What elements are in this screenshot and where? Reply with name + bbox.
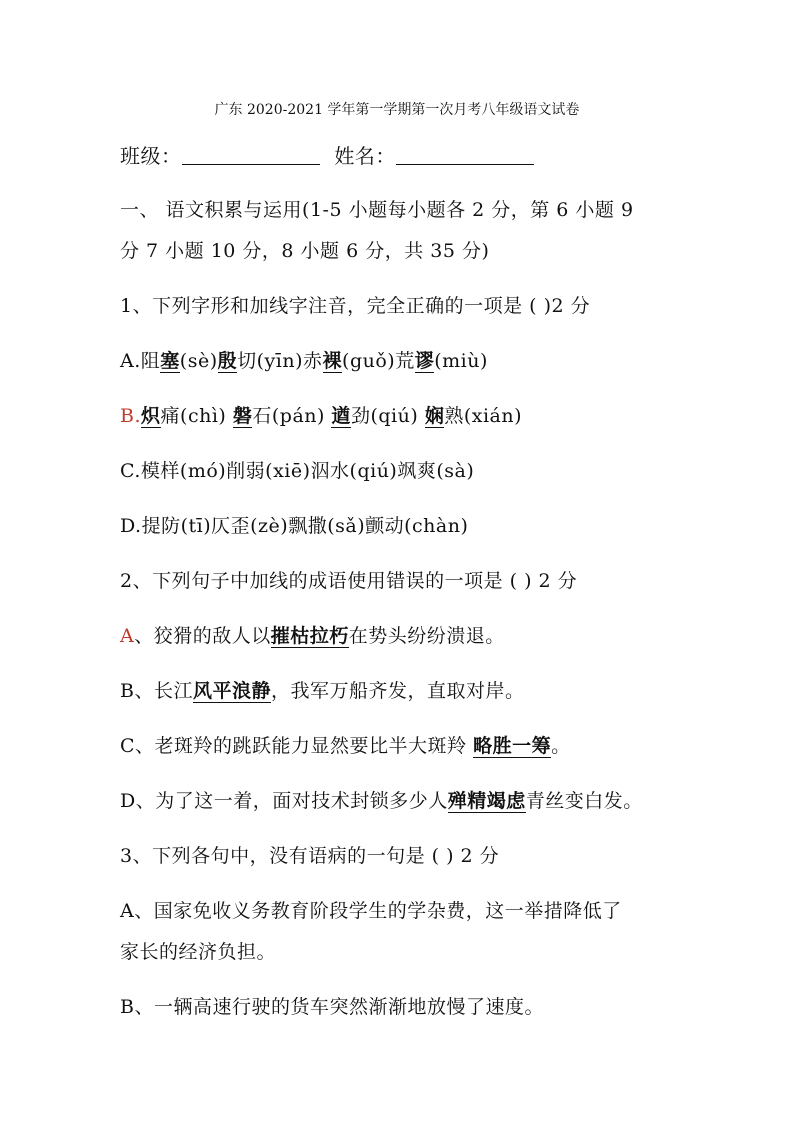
q2-c-text: C、老斑羚的跳跃能力显然要比半大斑羚 [120, 735, 474, 757]
q1-a-text: (miù) [434, 350, 488, 372]
q1-a-text: 阻 [140, 350, 161, 372]
q2-c-idiom: 略胜一筹 [473, 735, 552, 757]
q1-b-marked-char: 炽 [141, 405, 161, 427]
section1-heading-line2: 分 7 小题 10 分，8 小题 6 分，共 35 分) [120, 240, 490, 262]
name-label: 姓名： [334, 144, 396, 168]
q3-option-a-line1: A、国家免收义务教育阶段学生的学杂费，这一举措降低了 [120, 900, 622, 922]
q1-a-text: 切(yīn)赤 [237, 350, 323, 372]
q2-a-text: 在势头纷纷溃退。 [348, 625, 505, 647]
q2-a-letter-answer: A [120, 625, 135, 647]
q2-option-d [120, 792, 643, 811]
q2-a-idiom: 摧枯拉朽 [270, 625, 349, 647]
q3-option-b: B、一辆高速行驶的货车突然渐渐地放慢了速度。 [120, 996, 544, 1018]
q2-d-idiom: 殚精竭虑 [447, 790, 526, 812]
q1-a-text: (sè) [179, 350, 218, 372]
q2-d-text: 青丝变白发。 [525, 790, 643, 812]
q1-b-marked-char: 娴 [424, 405, 445, 427]
q1-b-text: 熟(xián) [444, 405, 523, 427]
q3-stem: 3、下列各句中，没有语病的一句是 ( ) 2 分 [120, 845, 500, 867]
q1-a-marked-char: 塞 [160, 350, 180, 372]
q2-a-text: 、狡猾的敌人以 [134, 625, 271, 647]
q2-c-text: 。 [551, 735, 571, 757]
class-blank [182, 146, 320, 165]
q1-option-b [120, 407, 522, 426]
q3-option-a-line2: 家长的经济负担。 [120, 941, 277, 963]
q1-b-text: 痛(chì) [160, 405, 233, 427]
q1-a-marked-char: 裸 [322, 350, 343, 372]
q1-b-text: 石(pán) [252, 405, 332, 427]
q2-b-text: ，我军万船齐发，直取对岸。 [270, 680, 525, 702]
student-info-row [120, 146, 542, 166]
q1-a-marked-char: 殷 [217, 350, 238, 372]
q1-b-marked-char: 遒 [331, 405, 351, 427]
q2-option-a [120, 627, 505, 646]
exam-title: 广东 2020-2021 学年第一学期第一次月考八年级语文试卷 [214, 102, 580, 118]
name-blank [396, 146, 534, 165]
q1-b-marked-char: 磐 [232, 405, 253, 427]
class-label: 班级： [120, 144, 182, 168]
q1-b-letter-answer: B. [120, 405, 142, 427]
q2-option-c [120, 737, 571, 756]
q2-b-idiom: 风平浪静 [192, 680, 271, 702]
q1-a-marked-char: 谬 [414, 350, 435, 372]
q1-b-text: 劲(qiú) [350, 405, 425, 427]
q1-stem: 1、下列字形和加线字注音，完全正确的一项是 ( )2 分 [120, 295, 591, 317]
q2-stem: 2、下列句子中加线的成语使用错误的一项是 ( ) 2 分 [120, 570, 578, 592]
section1-heading-line1: 一、 语文积累与运用(1-5 小题每小题各 2 分，第 6 小题 9 [120, 199, 634, 221]
q1-option-d: D.提防(tī)仄歪(zè)飘撒(sǎ)颤动(chàn) [120, 515, 469, 537]
q2-b-text: B、长江 [120, 680, 193, 702]
q1-a-text: (guǒ)荒 [342, 350, 415, 372]
q1-a-letter: A. [120, 350, 141, 372]
q1-option-c: C.模样(mó)削弱(xiē)泅水(qiú)飒爽(sà) [120, 460, 475, 482]
q2-option-b [120, 682, 525, 701]
q1-option-a [120, 352, 488, 371]
q2-d-text: D、为了这一着，面对技术封锁多少人 [120, 790, 448, 812]
